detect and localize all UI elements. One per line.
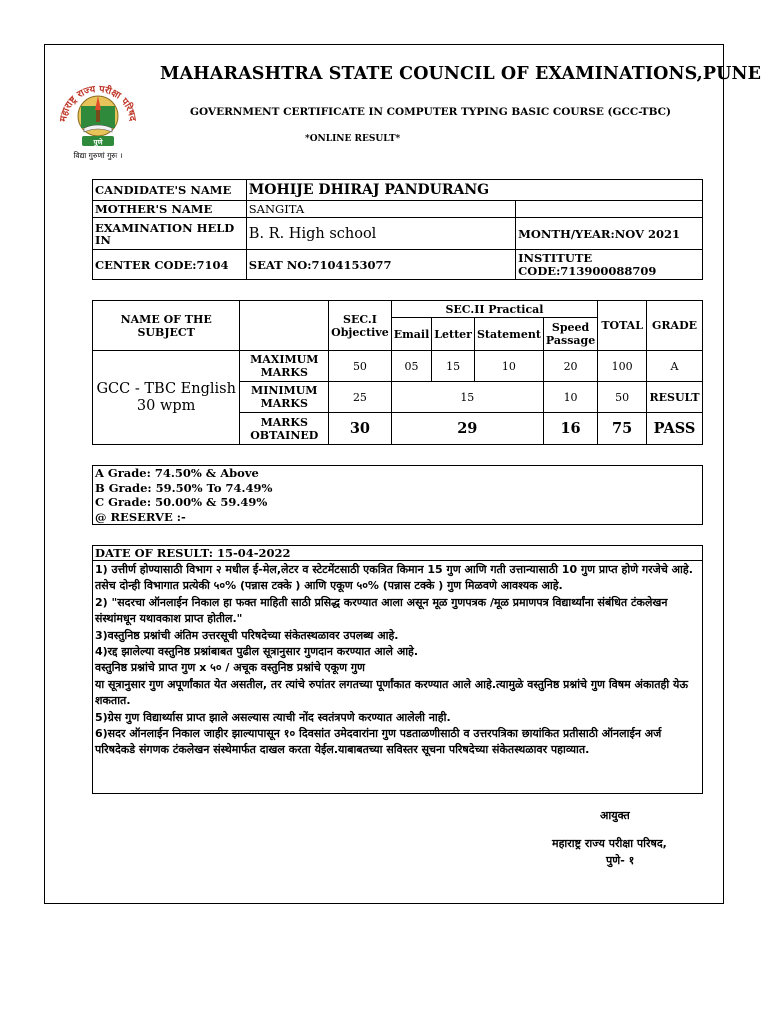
signature-org: महाराष्ट्र राज्य परीक्षा परिषद, [552, 837, 667, 850]
candidate-name-value: MOHIJE DHIRAJ PANDURANG [246, 180, 702, 201]
candidate-name-label: CANDIDATE'S NAME [93, 180, 247, 201]
max-sec1: 50 [329, 351, 392, 382]
speed-passage-header: Speed Passage [543, 318, 597, 351]
course-title: GOVERNMENT CERTIFICATE IN COMPUTER TYPING BASIC COURSE (GCC-TBC) [190, 106, 672, 118]
grade-b: B Grade: 59.50% To 74.49% [95, 480, 273, 495]
exam-held-label: EXAMINATION HELD IN [93, 218, 247, 250]
grade-c: C Grade: 50.00% & 59.49% [95, 495, 268, 509]
svg-text:महाराष्ट्र राज्य परीक्षा परिषद: महाराष्ट्र राज्य परीक्षा परिषद [58, 83, 138, 123]
exam-held-value: B. R. High school [246, 218, 515, 250]
mother-name-value: SANGITA [246, 201, 515, 218]
email-header: Email [391, 318, 432, 351]
note-line: वस्तुनिष्ठ प्रश्नांचे प्राप्त गुण x ५० / अचूक वस्तुनिष्ठ प्रश्नांचे एकूण गुण [95, 661, 365, 675]
letter-header: Letter [432, 318, 475, 351]
blank-header [240, 301, 329, 351]
total-header: TOTAL [598, 301, 647, 351]
max-statement: 10 [474, 351, 543, 382]
min-total: 50 [598, 382, 647, 413]
candidate-info-table [92, 179, 703, 280]
note-line: 6)सदर ऑनलाईन निकाल जाहीर झाल्यापासून १० दिवसांत उमेदवारांना गुण पडताळणीसाठी व उत्तरपत्रिका छायांकित प्रतीसाठी ऑनलाईन अर्ज परिषदेकडे संगणक टंकलेखन संस्थेमार्फत दाखल करता येईल.याबाबतच्या सविस्तर सूचना परिषदेच्या संकेतस्थळावर पहाव्यात. [95, 727, 662, 757]
empty-cell [516, 201, 703, 218]
max-letter: 15 [432, 351, 475, 382]
center-code: CENTER CODE:7104 [93, 250, 247, 280]
max-email: 05 [391, 351, 432, 382]
note-line: या सूत्रानुसार गुण अपूर्णांकात येत असतील, तर त्यांचे रुपांतर लगतच्या पूर्णांकात करण्यात आले आहे.त्यामुळे वस्तुनिष्ठ प्रश्नांचे गुण विषम अंकातही येऊ शकतात. [95, 677, 689, 708]
reserve: @ RESERVE :- [95, 509, 186, 524]
online-result-label: *ONLINE RESULT* [305, 134, 401, 144]
result-value: PASS [647, 413, 703, 445]
note-line: 4)रद्द झालेल्या वस्तुनिष्ठ प्रश्नांबाबत पुढील सूत्रानुसार गुणदान करण्यात आले आहे. [95, 645, 419, 659]
note-line: 2) "सदरचा ऑनलाईन निकाल हा फक्त माहिती साठी प्रसिद्ध करण्यात आला असून मूळ गुणपत्रक /मूळ प्रमाणपत्र विद्यार्थ्यांना संबंधित टंकलेखन संस्थांमधून यथावकाश प्राप्त होतील." [95, 595, 668, 626]
org-title: MAHARASHTRA STATE COUNCIL OF EXAMINATIONS,PUNE [160, 64, 762, 84]
signature-title: आयुक्त [600, 809, 630, 822]
min-speed: 10 [543, 382, 597, 413]
min-marks-label: MINIMUM MARKS [240, 382, 329, 413]
obt-sec1: 30 [329, 413, 392, 445]
svg-text:पुणे: पुणे [93, 138, 103, 147]
min-sec2: 15 [391, 382, 543, 413]
mother-name-label: MOTHER'S NAME [93, 201, 247, 218]
grade-header: GRADE [647, 301, 703, 351]
max-grade: A [647, 351, 703, 382]
obt-sec2: 29 [391, 413, 543, 445]
result-label: RESULT [647, 382, 703, 413]
note-line: 5)ग्रेस गुण विद्यार्थ्यास प्राप्त झाले असल्यास त्याची नोंद स्वतंत्रपणे करण्यात आलेली नाही. [95, 710, 451, 724]
max-total: 100 [598, 351, 647, 382]
date-of-result: DATE OF RESULT: 15-04-2022 [93, 546, 702, 561]
signature-city: पुणे- १ [606, 854, 635, 867]
svg-text:विद्या गुरुणां गुरुः ।: विद्या गुरुणां गुरुः । [73, 151, 123, 160]
council-seal-icon [46, 66, 146, 164]
month-year: MONTH/YEAR:NOV 2021 [516, 218, 703, 250]
obt-speed: 16 [543, 413, 597, 445]
subject-name: GCC - TBC English 30 wpm [93, 351, 240, 445]
max-marks-label: MAXIMUM MARKS [240, 351, 329, 382]
note-line: 3)वस्तुनिष्ठ प्रश्नांची अंतिम उत्तरसूची परिषदेच्या संकेतस्थळावर उपलब्ध आहे. [95, 628, 399, 642]
marks-table [92, 300, 703, 445]
grade-a: A Grade: 74.50% & Above [95, 466, 259, 480]
result-notes [92, 545, 703, 794]
statement-header: Statement [474, 318, 543, 351]
subject-header: NAME OF THE SUBJECT [93, 301, 240, 351]
institute-code: INSTITUTE CODE:713900088709 [516, 250, 703, 280]
marks-obtained-label: MARKS OBTAINED [240, 413, 329, 445]
max-speed: 20 [543, 351, 597, 382]
grade-scale [92, 465, 703, 525]
sec1-header: SEC.I Objective [329, 301, 392, 351]
obt-total: 75 [598, 413, 647, 445]
note-line: 1) उत्तीर्ण होण्यासाठी विभाग २ मधील ई-मेल,लेटर व स्टेटमेंटसाठी एकत्रित किमान 15 गुण आणि गती उत्तान्यासाठी 10 गुण प्राप्त होणे गरजेचे आहे. तसेच दोन्ही विभागात प्रत्येकी ५०% (पन्नास टक्के ) आणि एकूण ५०% (पन्नास टक्के ) गुण मिळवणे आवश्यक आहे. [95, 563, 693, 593]
sec2-header: SEC.II Practical [391, 301, 597, 318]
council-logo [46, 66, 146, 164]
min-sec1: 25 [329, 382, 392, 413]
seat-number: SEAT NO:7104153077 [246, 250, 515, 280]
